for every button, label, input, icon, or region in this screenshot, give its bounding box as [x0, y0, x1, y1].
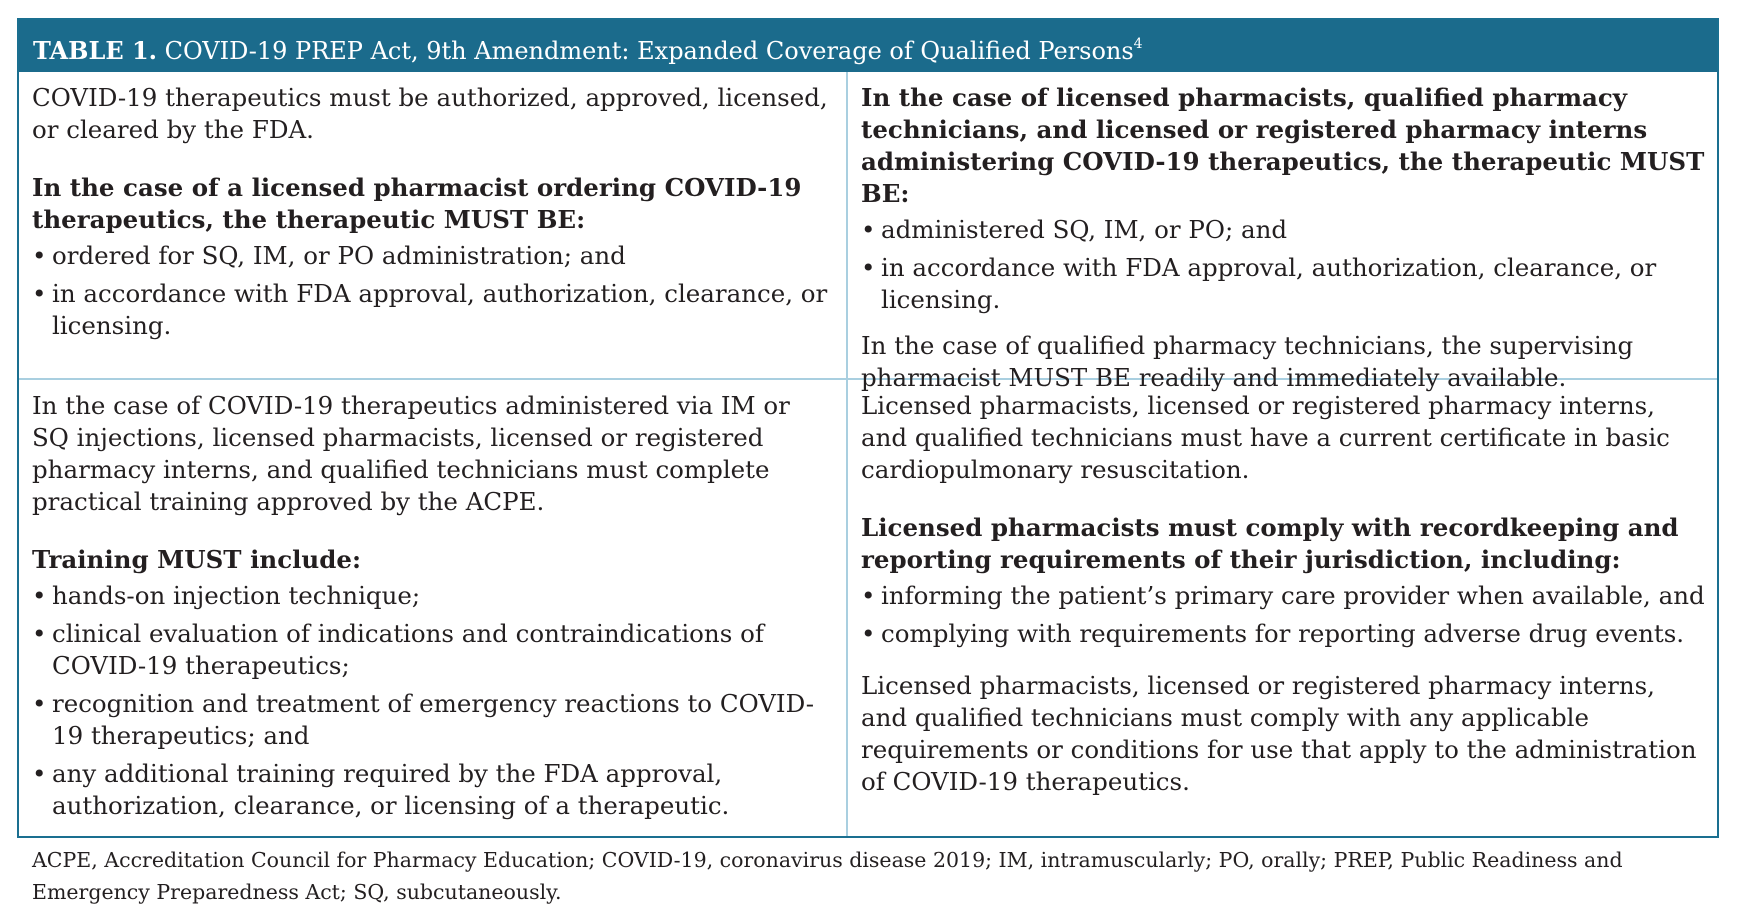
cell-heading: Licensed pharmacists must comply with recordkeeping and reporting requirements of their jurisdiction, including: — [861, 513, 1679, 574]
table-title — [19, 20, 1717, 72]
list-item: • any additional training required by the FDA approval, authorization, clearance, or licensing of a therapeutic. — [32, 758, 834, 822]
bullet-list — [861, 580, 1705, 650]
cell-note: Licensed pharmacists, licensed or registered pharmacy interns, and qualified technicians must comply with any applicable requirements or conditions for use that apply to the administration of COVID-19 therapeutics. — [861, 671, 1697, 796]
cell-administering-requirements — [848, 72, 1717, 392]
table-1 — [17, 18, 1719, 838]
cell-heading: Training MUST include: — [32, 545, 361, 574]
table-footnote: ACPE, Accreditation Council for Pharmacy Education; COVID-19, coronavirus disease 2019; IM, intramuscularly; PO, orally; PREP, Public Readiness and Emergency Preparedness Act; SQ, subcutaneously. — [32, 848, 1623, 904]
cell-cpr-and-recordkeeping — [848, 380, 1717, 836]
cell-heading: In the case of a licensed pharmacist ordering COVID-19 therapeutics, the therapeutic MUST BE: — [32, 173, 802, 234]
list-item: • hands-on injection technique; — [32, 580, 834, 612]
bullet-list — [32, 240, 834, 342]
list-item: • ordered for SQ, IM, or PO administration; and — [32, 240, 834, 272]
list-item: • clinical evaluation of indications and contraindications of COVID-19 therapeutics; — [32, 618, 834, 682]
bullet-list — [32, 580, 834, 822]
list-item: • complying with requirements for reporting adverse drug events. — [861, 618, 1705, 650]
cell-note: In the case of qualified pharmacy technicians, the supervising pharmacist MUST BE readily and immediately available. — [861, 331, 1634, 392]
list-item: • administered SQ, IM, or PO; and — [861, 214, 1705, 246]
list-item: • in accordance with FDA approval, authorization, clearance, or licensing. — [861, 252, 1705, 316]
list-item: • in accordance with FDA approval, authorization, clearance, or licensing. — [32, 278, 834, 342]
cell-intro: COVID-19 therapeutics must be authorized, approved, licensed, or cleared by the FDA. — [32, 83, 828, 144]
cell-ordering-requirements — [19, 72, 848, 380]
cell-heading: In the case of licensed pharmacists, qualified pharmacy technicians, and licensed or registered pharmacy interns administering COVID-19 therapeutics, the therapeutic MUST BE: — [861, 83, 1705, 208]
bullet-list — [861, 214, 1705, 316]
cell-intro: Licensed pharmacists, licensed or registered pharmacy interns, and qualified technicians must have a current certificate in basic cardiopulmonary resuscitation. — [861, 391, 1670, 484]
cell-intro: In the case of COVID-19 therapeutics administered via IM or SQ injections, licensed pharmacists, licensed or registered pharmacy interns, and qualified technicians must complete practical training approved by the ACPE. — [32, 391, 790, 516]
table-title-reference: 4 — [1133, 36, 1143, 52]
table-title-text: COVID-19 PREP Act, 9th Amendment: Expanded Coverage of Qualified Persons — [157, 37, 1134, 65]
table-grid — [19, 72, 1717, 836]
cell-training-requirements — [19, 380, 848, 836]
list-item: • recognition and treatment of emergency reactions to COVID-19 therapeutics; and — [32, 688, 834, 752]
table-title-label: TABLE 1. — [33, 36, 158, 65]
list-item: • informing the patient’s primary care provider when available, and — [861, 580, 1705, 612]
